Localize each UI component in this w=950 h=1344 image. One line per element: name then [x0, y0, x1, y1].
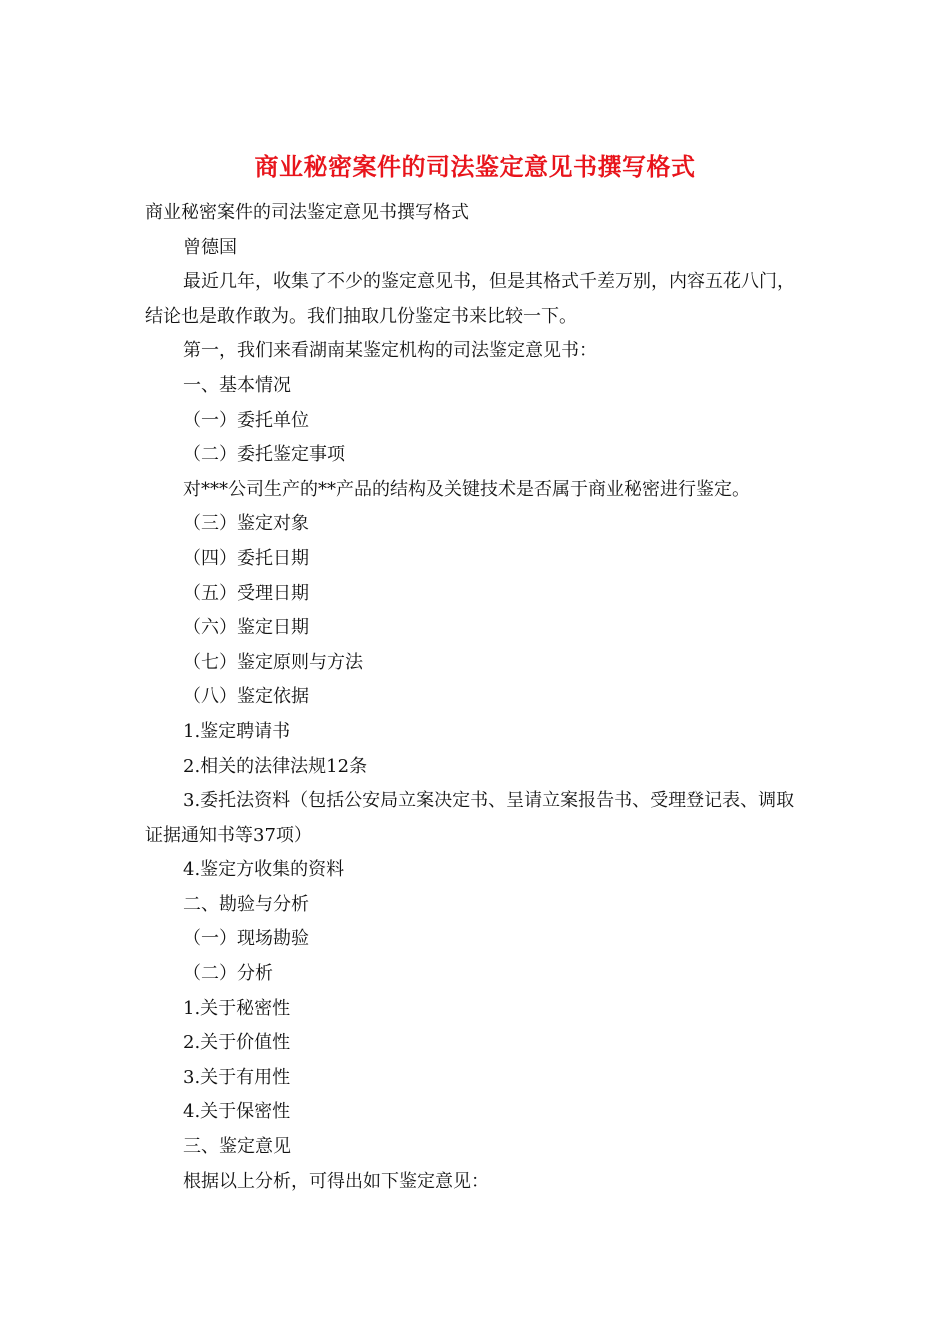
paragraph: 4.鉴定方收集的资料: [183, 859, 345, 881]
document-title: 商业秘密案件的司法鉴定意见书撰写格式: [254, 152, 696, 181]
paragraph: （七）鉴定原则与方法: [183, 651, 363, 673]
paragraph: （二）分析: [183, 963, 273, 985]
paragraph: 3.委托法资料（包括公安局立案决定书、呈请立案报告书、受理登记表、调取证据通知书等37项）: [145, 790, 795, 846]
paragraph: 2.相关的法律法规12条: [183, 755, 368, 777]
paragraph: （四）委托日期: [183, 547, 309, 569]
paragraph: （一）现场勘验: [183, 928, 309, 950]
paragraph: （六）鉴定日期: [183, 617, 309, 639]
paragraph: 3.关于有用性: [183, 1066, 291, 1088]
paragraph: （八）鉴定依据: [183, 686, 309, 708]
paragraph: （五）受理日期: [183, 582, 309, 604]
document-body: [145, 196, 805, 1199]
paragraph: 商业秘密案件的司法鉴定意见书撰写格式: [145, 202, 469, 223]
paragraph: （三）鉴定对象: [183, 513, 309, 535]
paragraph: 第一，我们来看湖南某鉴定机构的司法鉴定意见书：: [183, 340, 597, 362]
paragraph: （二）委托鉴定事项: [183, 444, 345, 466]
paragraph: 二、勘验与分析: [183, 893, 309, 915]
paragraph: 根据以上分析，可得出如下鉴定意见：: [183, 1170, 489, 1192]
paragraph: 1.关于秘密性: [183, 997, 291, 1019]
paragraph: 最近几年，收集了不少的鉴定意见书，但是其格式千差万别，内容五花八门，结论也是敢作敢为。我们抽取几份鉴定书来比较一下。: [145, 271, 795, 327]
paragraph: （一）委托单位: [183, 409, 309, 431]
paragraph: 曾德国: [183, 236, 237, 258]
paragraph: 三、鉴定意见: [183, 1136, 291, 1158]
paragraph: 一、基本情况: [183, 374, 291, 396]
paragraph: 4.关于保密性: [183, 1101, 291, 1123]
paragraph: 2.关于价值性: [183, 1032, 291, 1054]
paragraph: 1.鉴定聘请书: [183, 720, 291, 742]
paragraph: 对***公司生产的**产品的结构及关键技术是否属于商业秘密进行鉴定。: [183, 478, 750, 500]
